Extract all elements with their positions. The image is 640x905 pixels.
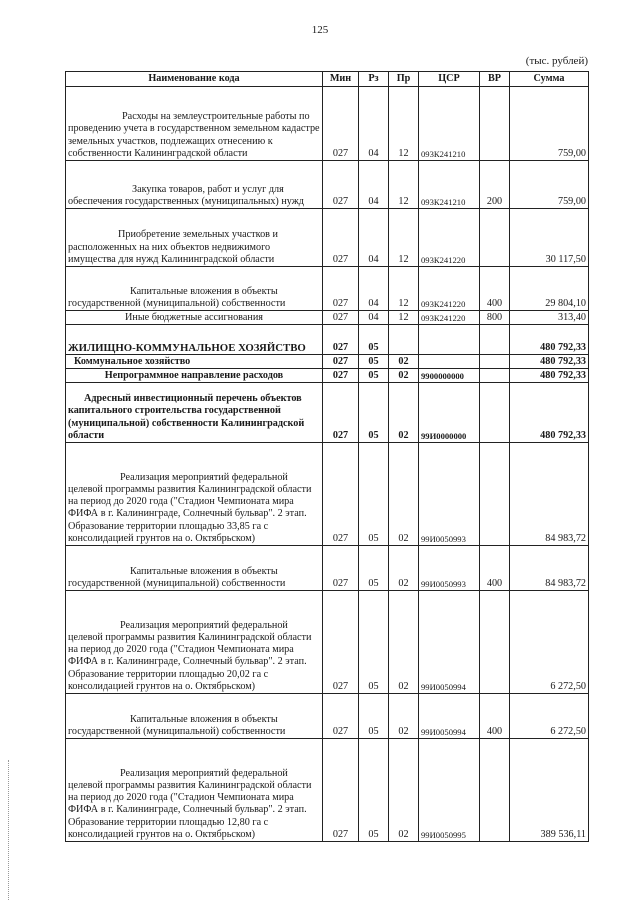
row-min: 027 (323, 591, 359, 694)
table-row (66, 311, 589, 325)
row-name: Закупка товаров, работ и услуг для обеспечения государственных (муниципальных) нужд (66, 161, 323, 209)
row-vr: 200 (480, 161, 510, 209)
row-pr: 02 (389, 383, 419, 443)
table-row (66, 383, 589, 443)
row-rz: 04 (359, 311, 389, 325)
row-rz: 05 (359, 739, 389, 842)
row-name: Адресный инвестиционный перечень объектов капитального строительства государственной (муниципальной) собственности Калининградской области (66, 383, 323, 443)
row-vr (480, 739, 510, 842)
row-csr: 99И0050994 (419, 591, 480, 694)
row-vr: 400 (480, 267, 510, 311)
row-vr (480, 369, 510, 383)
row-csr: 9900000000 (419, 369, 480, 383)
row-sum: 84 983,72 (510, 546, 589, 591)
row-csr: 99И0050993 (419, 443, 480, 546)
row-rz: 05 (359, 694, 389, 739)
table-row (66, 739, 589, 842)
row-name: Коммунальное хозяйство (66, 355, 323, 369)
row-sum: 480 792,33 (510, 383, 589, 443)
row-name: Реализация мероприятий федеральной целевой программы развития Калининградской области на период до 2020 года ("Стадион Чемпионата мира ФИФА в г. Калининграде, Солнечный бульвар". 2 этап. Образование территории площадью 20,02 га с консолидацией грунтов на о. Октябрьском) (66, 591, 323, 694)
page-number: 125 (311, 24, 329, 36)
row-rz: 05 (359, 383, 389, 443)
row-vr (480, 87, 510, 161)
row-sum: 480 792,33 (510, 355, 589, 369)
row-min: 027 (323, 739, 359, 842)
row-vr: 400 (480, 546, 510, 591)
row-sum: 759,00 (510, 87, 589, 161)
row-name: ЖИЛИЩНО-КОММУНАЛЬНОЕ ХОЗЯЙСТВО (66, 325, 323, 355)
table-row (66, 355, 589, 369)
row-csr: 093К241210 (419, 161, 480, 209)
row-min: 027 (323, 267, 359, 311)
row-pr: 02 (389, 355, 419, 369)
row-min: 027 (323, 694, 359, 739)
row-rz: 05 (359, 355, 389, 369)
row-rz: 04 (359, 267, 389, 311)
row-min: 027 (323, 546, 359, 591)
row-csr: 99И0050995 (419, 739, 480, 842)
table-row (66, 87, 589, 161)
row-csr: 093К241210 (419, 87, 480, 161)
row-pr: 02 (389, 546, 419, 591)
row-name: Непрограммное направление расходов (66, 369, 323, 383)
row-pr: 12 (389, 87, 419, 161)
row-name: Реализация мероприятий федеральной целевой программы развития Калининградской области на период до 2020 года ("Стадион Чемпионата мира ФИФА в г. Калининграде, Солнечный бульвар". 2 этап. Образование территории площадью 33,85 га с консолидацией грунтов на о. Октябрьском) (66, 443, 323, 546)
row-rz: 05 (359, 369, 389, 383)
row-rz: 05 (359, 325, 389, 355)
row-rz: 05 (359, 546, 389, 591)
row-csr (419, 325, 480, 355)
row-rz: 05 (359, 443, 389, 546)
row-vr (480, 383, 510, 443)
row-min: 027 (323, 325, 359, 355)
row-name: Капитальные вложения в объекты государственной (муниципальной) собственности (66, 546, 323, 591)
row-pr: 02 (389, 739, 419, 842)
row-min: 027 (323, 311, 359, 325)
row-pr: 12 (389, 311, 419, 325)
table-row (66, 443, 589, 546)
row-sum: 30 117,50 (510, 209, 589, 267)
row-vr (480, 325, 510, 355)
row-name: Капитальные вложения в объекты государственной (муниципальной) собственности (66, 694, 323, 739)
column-header-vr: ВР (480, 72, 510, 87)
row-name: Капитальные вложения в объекты государственной (муниципальной) собственности (66, 267, 323, 311)
row-sum: 6 272,50 (510, 694, 589, 739)
row-csr: 093К241220 (419, 311, 480, 325)
row-pr: 02 (389, 443, 419, 546)
row-vr (480, 209, 510, 267)
row-csr (419, 355, 480, 369)
row-min: 027 (323, 383, 359, 443)
row-min: 027 (323, 87, 359, 161)
row-sum: 6 272,50 (510, 591, 589, 694)
row-sum: 313,40 (510, 311, 589, 325)
row-rz: 04 (359, 87, 389, 161)
table-row (66, 546, 589, 591)
row-min: 027 (323, 369, 359, 383)
row-csr: 99И0000000 (419, 383, 480, 443)
table-row (66, 209, 589, 267)
column-header-name: Наименование кода (66, 72, 323, 87)
row-sum: 480 792,33 (510, 369, 589, 383)
row-rz: 05 (359, 591, 389, 694)
table-row (66, 267, 589, 311)
table-row (66, 369, 589, 383)
row-name: Расходы на землеустроительные работы по проведению учета в государственном земельном кадастре земельных участков, подлежащих отнесению к собственности Калининградской области (66, 87, 323, 161)
row-vr (480, 591, 510, 694)
row-sum: 84 983,72 (510, 443, 589, 546)
row-name: Реализация мероприятий федеральной целевой программы развития Калининградской области на период до 2020 года ("Стадион Чемпионата мира ФИФА в г. Калининграде, Солнечный бульвар". 2 этап. Образование территории площадью 12,80 га с консолидацией грунтов на о. Октябрьском) (66, 739, 323, 842)
row-pr: 12 (389, 209, 419, 267)
column-header-rz: Рз (359, 72, 389, 87)
row-sum: 480 792,33 (510, 325, 589, 355)
row-pr: 02 (389, 369, 419, 383)
row-csr: 093К241220 (419, 209, 480, 267)
column-header-csr: ЦСР (419, 72, 480, 87)
table-header-row (66, 72, 589, 87)
row-pr: 02 (389, 591, 419, 694)
row-min: 027 (323, 161, 359, 209)
row-name: Приобретение земельных участков и расположенных на них объектов недвижимого имущества для нужд Калининградской области (66, 209, 323, 267)
row-name: Иные бюджетные ассигнования (66, 311, 323, 325)
column-header-min: Мин (323, 72, 359, 87)
row-sum: 759,00 (510, 161, 589, 209)
margin-dotted-line (8, 760, 10, 900)
row-vr (480, 443, 510, 546)
row-pr: 02 (389, 694, 419, 739)
row-min: 027 (323, 209, 359, 267)
row-pr: 12 (389, 267, 419, 311)
table-row (66, 161, 589, 209)
row-csr: 99И0050993 (419, 546, 480, 591)
row-pr (389, 325, 419, 355)
row-vr: 400 (480, 694, 510, 739)
table-row (66, 694, 589, 739)
column-header-sum: Сумма (510, 72, 589, 87)
row-rz: 04 (359, 161, 389, 209)
column-header-pr: Пр (389, 72, 419, 87)
table-row (66, 325, 589, 355)
row-min: 027 (323, 443, 359, 546)
row-sum: 389 536,11 (510, 739, 589, 842)
row-sum: 29 804,10 (510, 267, 589, 311)
row-vr (480, 355, 510, 369)
table-row (66, 591, 589, 694)
units-label: (тыс. рублей) (525, 55, 588, 67)
budget-table (65, 71, 589, 842)
row-min: 027 (323, 355, 359, 369)
row-pr: 12 (389, 161, 419, 209)
row-rz: 04 (359, 209, 389, 267)
row-vr: 800 (480, 311, 510, 325)
row-csr: 99И0050994 (419, 694, 480, 739)
row-csr: 093К241220 (419, 267, 480, 311)
